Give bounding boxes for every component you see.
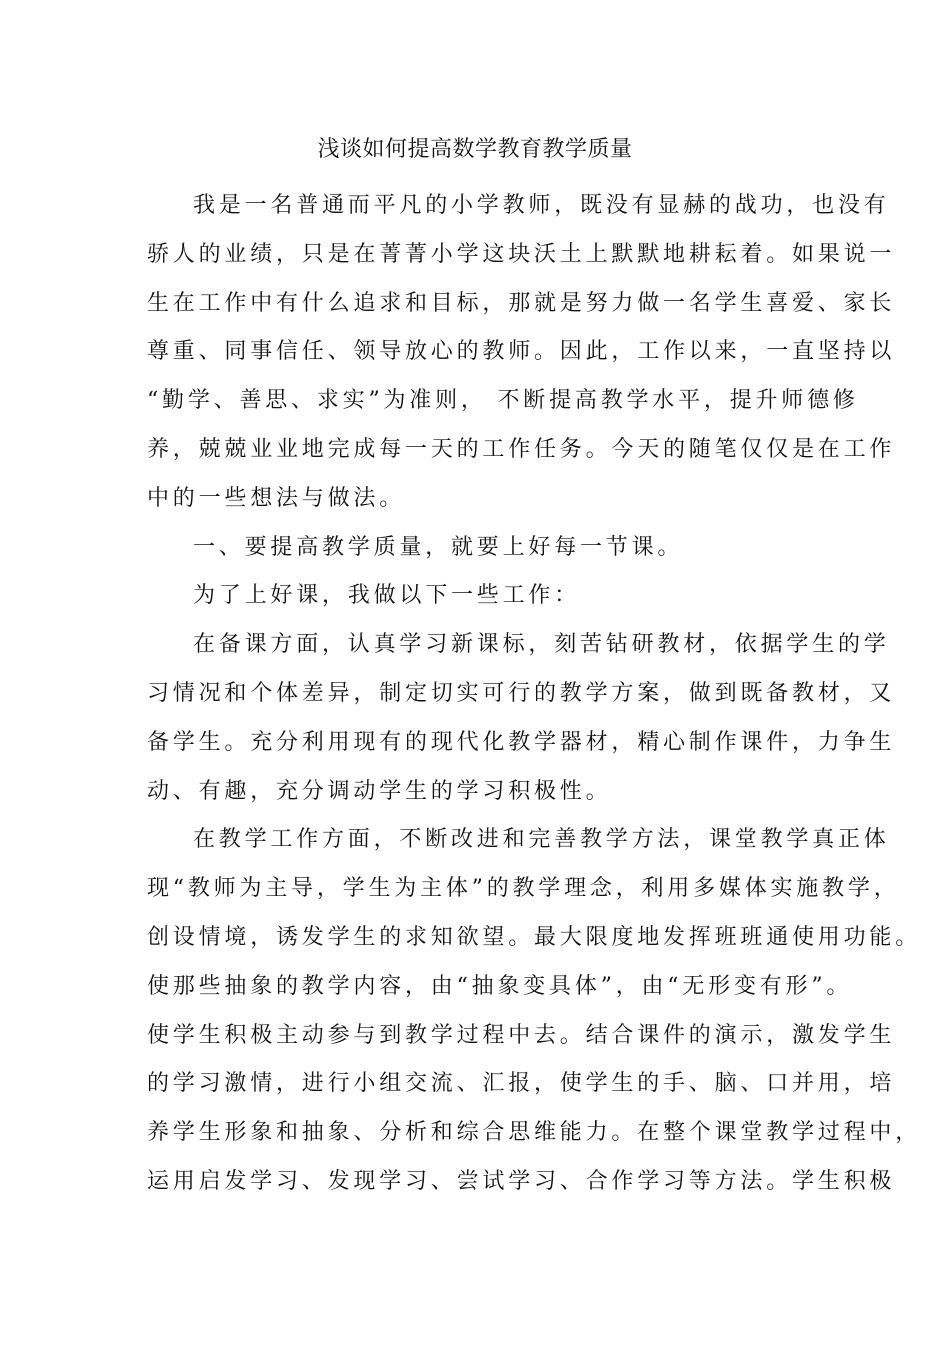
paragraph-line: 中的一些想法与做法。 bbox=[147, 485, 406, 511]
document-body bbox=[147, 182, 922, 1207]
paragraph-line: 现“教师为主导，学生为主体”的教学理念，利用多媒体实施教学， bbox=[147, 876, 900, 902]
paragraph-line: 创设情境，诱发学生的求知欲望。最大限度地发挥班班通使用功能。 bbox=[147, 924, 922, 950]
paragraph-line: 在备课方面，认真学习新课标，刻苦钻研教材，依据学生的学 bbox=[193, 632, 890, 658]
paragraph-line: 养，兢兢业业地完成每一天的工作任务。今天的随笔仅仅是在工作 bbox=[147, 436, 896, 462]
paragraph-line: 备学生。充分利用现有的现代化教学器材，精心制作课件，力争生 bbox=[147, 729, 896, 755]
paragraph-line: 养学生形象和抽象、分析和综合思维能力。在整个课堂教学过程中， bbox=[147, 1120, 922, 1146]
paragraph-line: 为了上好课，我做以下一些工作： bbox=[193, 583, 581, 609]
paragraph-line: 生在工作中有什么追求和目标，那就是努力做一名学生喜爱、家长 bbox=[147, 290, 896, 316]
paragraph-line: 在教学工作方面，不断改进和完善教学方法，课堂教学真正体 bbox=[193, 827, 890, 853]
paragraph-line: 我是一名普通而平凡的小学教师，既没有显赫的战功，也没有 bbox=[193, 193, 890, 218]
paragraph-line: 尊重、同事信任、领导放心的教师。因此，工作以来，一直坚持以 bbox=[147, 339, 896, 365]
paragraph-line: 的学习激情，进行小组交流、汇报，使学生的手、脑、口并用，培 bbox=[147, 1071, 896, 1097]
paragraph-line: 运用启发学习、发现学习、尝试学习、合作学习等方法。学生积极 bbox=[147, 1168, 896, 1194]
paragraph-line: 使那些抽象的教学内容，由“抽象变具体”，由“无形变有形”。 bbox=[147, 973, 853, 999]
paragraph-line: 使学生积极主动参与到教学过程中去。结合课件的演示，激发学生 bbox=[147, 1022, 896, 1048]
document-title: 浅谈如何提高数学教育教学质量 bbox=[317, 137, 633, 162]
paragraph-line: “勤学、善思、求实”为准则， 不断提高教学水平，提升师德修 bbox=[147, 388, 859, 414]
section-heading: 一、要提高教学质量，就要上好每一节课。 bbox=[193, 534, 684, 560]
paragraph-line: 动、有趣，充分调动学生的学习积极性。 bbox=[147, 778, 612, 804]
paragraph-line: 习情况和个体差异，制定切实可行的教学方案，做到既备教材，又 bbox=[147, 680, 896, 706]
paragraph-line: 骄人的业绩，只是在菁菁小学这块沃土上默默地耕耘着。如果说一 bbox=[147, 241, 896, 267]
